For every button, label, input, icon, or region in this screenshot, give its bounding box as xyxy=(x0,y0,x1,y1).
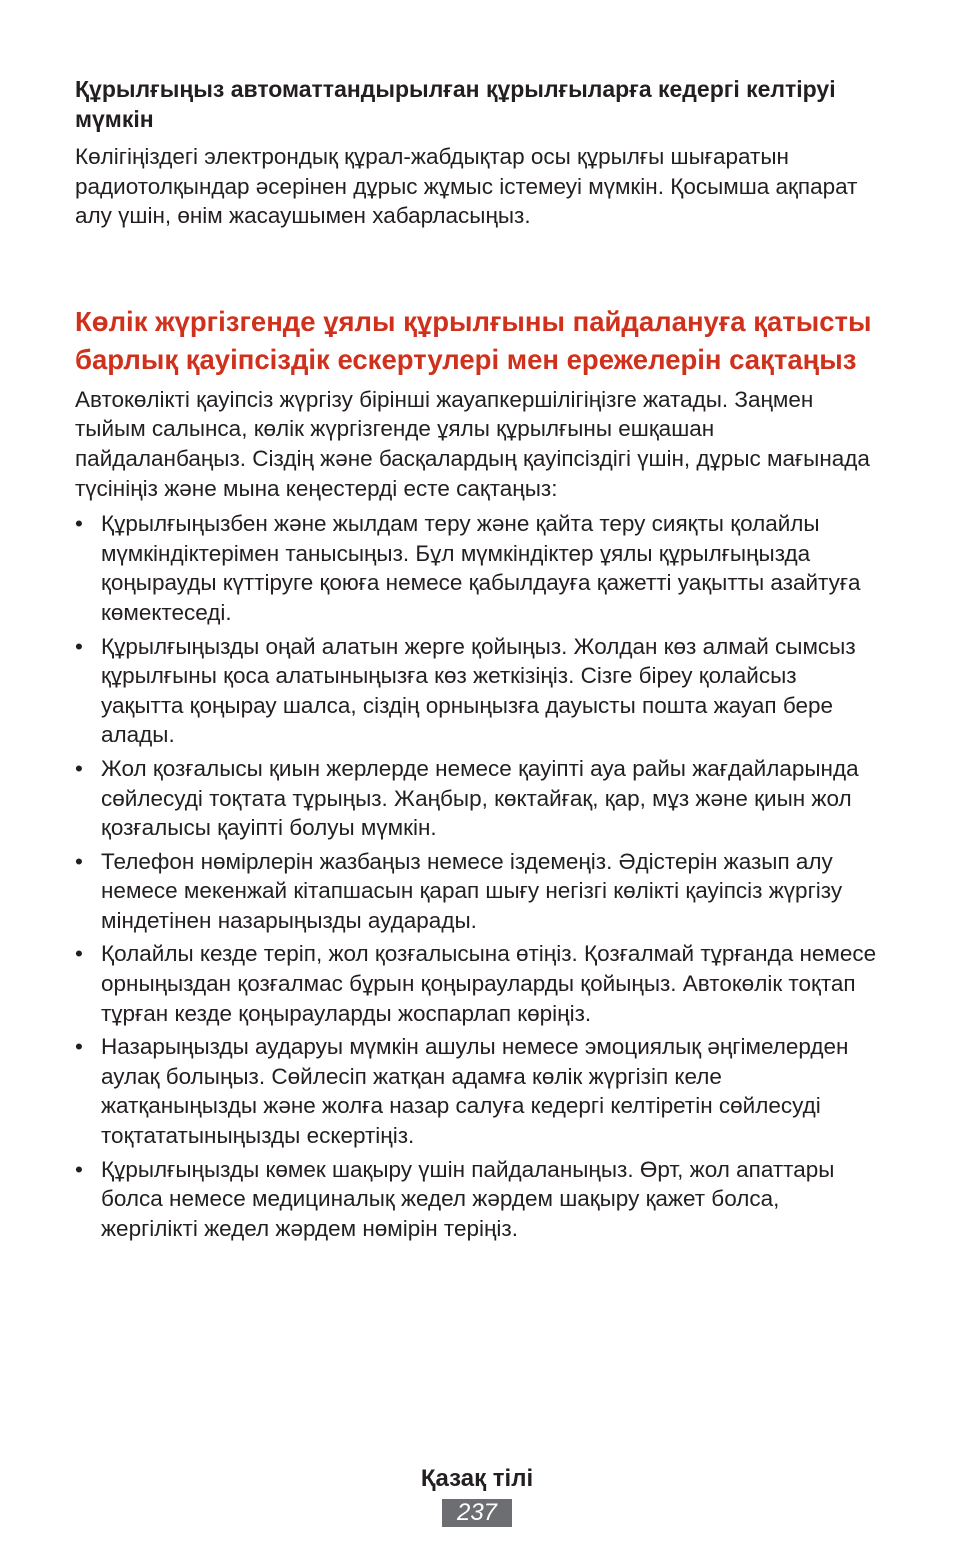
safety-tips-list xyxy=(75,509,880,1243)
list-item xyxy=(75,939,880,1028)
list-item-text: Құрылғыңызды көмек шақыру үшін пайдаланыңыз. Өрт, жол апаттары болса немесе медициналық жедел жәрдем шақыру қажет болса, жергілікті жедел жәрдем нөмірін теріңіз. xyxy=(101,1156,835,1241)
bullet-dot: • xyxy=(75,941,83,967)
page-number-badge: 237 xyxy=(442,1499,512,1527)
bullet-dot: • xyxy=(75,633,83,659)
list-item-text: Құрылғыңызбен және жылдам теру және қайта теру сияқты қолайлы мүмкіндіктерімен танысыңыз. Бұл мүмкіндіктер ұялы құрылғыңызда қоңырауды күттіруге қоюға немесе қабылдауға қажетті уақытты азайтуға көмектеседі. xyxy=(101,511,861,625)
document-page xyxy=(75,74,880,1247)
list-item xyxy=(75,509,880,627)
list-item xyxy=(75,1155,880,1244)
footer-language-label: Қазақ тілі xyxy=(420,1465,534,1492)
bullet-dot: • xyxy=(75,1156,83,1182)
list-item-text: Жол қозғалысы қиын жерлерде немесе қауіпті ауа райы жағдайларында сөйлесуді тоқтата тұрыңыз. Жаңбыр, көктайғақ, қар, мұз және қиын жол қозғалысы қауіпті болуы мүмкін. xyxy=(101,755,859,841)
list-item-text: Телефон нөмірлерін жазбаңыз немесе іздемеңіз. Әдістерін жазып алу немесе мекенжай кітапшасын қарап шығу негізгі көлікті қауіпсіз жүргізу міндетінен назарыңызды аударады. xyxy=(101,848,843,933)
list-item-text: Құрылғыңызды оңай алатын жерге қойыңыз. Жолдан көз алмай сымсыз құрылғыны қоса алатыныңызға көз жеткізіңіз. Сізге біреу қолайсыз уақытта қоңырау шалса, сіздің орныңызға дауысты пошта жауап бере алады. xyxy=(101,633,856,748)
paragraph-interference: Көлігіңіздегі электрондық құрал-жабдықтар осы құрылғы шығаратын радиотолқындар әсерінен дұрыс жұмыс істемеуі мүмкін. Қосымша ақпарат алу үшін, өнім жасаушымен хабарласыңыз. xyxy=(75,144,858,229)
bullet-dot: • xyxy=(75,1034,83,1060)
bullet-dot: • xyxy=(75,848,83,874)
paragraph-driving-intro: Автокөлікті қауіпсіз жүргізу бірінші жауапкершілігіңізге жатады. Заңмен тыйым салынса, көлік жүргізгенде ұялы құрылғыны ешқашан пайдаланбаңыз. Сіздің және басқалардың қауіпсіздігі үшін, дұрыс мағынада түсініңіз және мына кеңестерді есте сақтаңыз: xyxy=(75,386,870,501)
sub-heading-interference: Құрылғыңыз автоматтандырылған құрылғыларға кедергі келтіруі мүмкін xyxy=(75,76,836,132)
section-heading-driving-safety: Көлік жүргізгенде ұялы құрылғыны пайдалануға қатысты барлық қауіпсіздік ескертулері мен ережелерін сақтаңыз xyxy=(75,305,872,375)
list-item-text: Қолайлы кезде теріп, жол қозғалысына өтіңіз. Қозғалмай тұрғанда немесе орныңыздан қозғалмас бұрын қоңырауларды қойыңыз. Автокөлік тоқтап тұрған кезде қоңырауларды жоспарлап көріңіз. xyxy=(101,941,877,1026)
list-item xyxy=(75,754,880,843)
bullet-dot: • xyxy=(75,511,83,537)
page-footer xyxy=(0,1463,954,1527)
list-item-text: Назарыңызды аударуы мүмкін ашулы немесе эмоциялық әңгімелерден аулақ болыңыз. Сөйлесіп жатқан адамға көлік жүргізіп келе жатқаныңызды және жолға назар салуға кедергі келтіретін сөйлесуді тоқтататыныңызды ескертіңіз. xyxy=(101,1034,849,1149)
bullet-dot: • xyxy=(75,755,83,781)
list-item xyxy=(75,632,880,750)
list-item xyxy=(75,1032,880,1150)
list-item xyxy=(75,847,880,936)
